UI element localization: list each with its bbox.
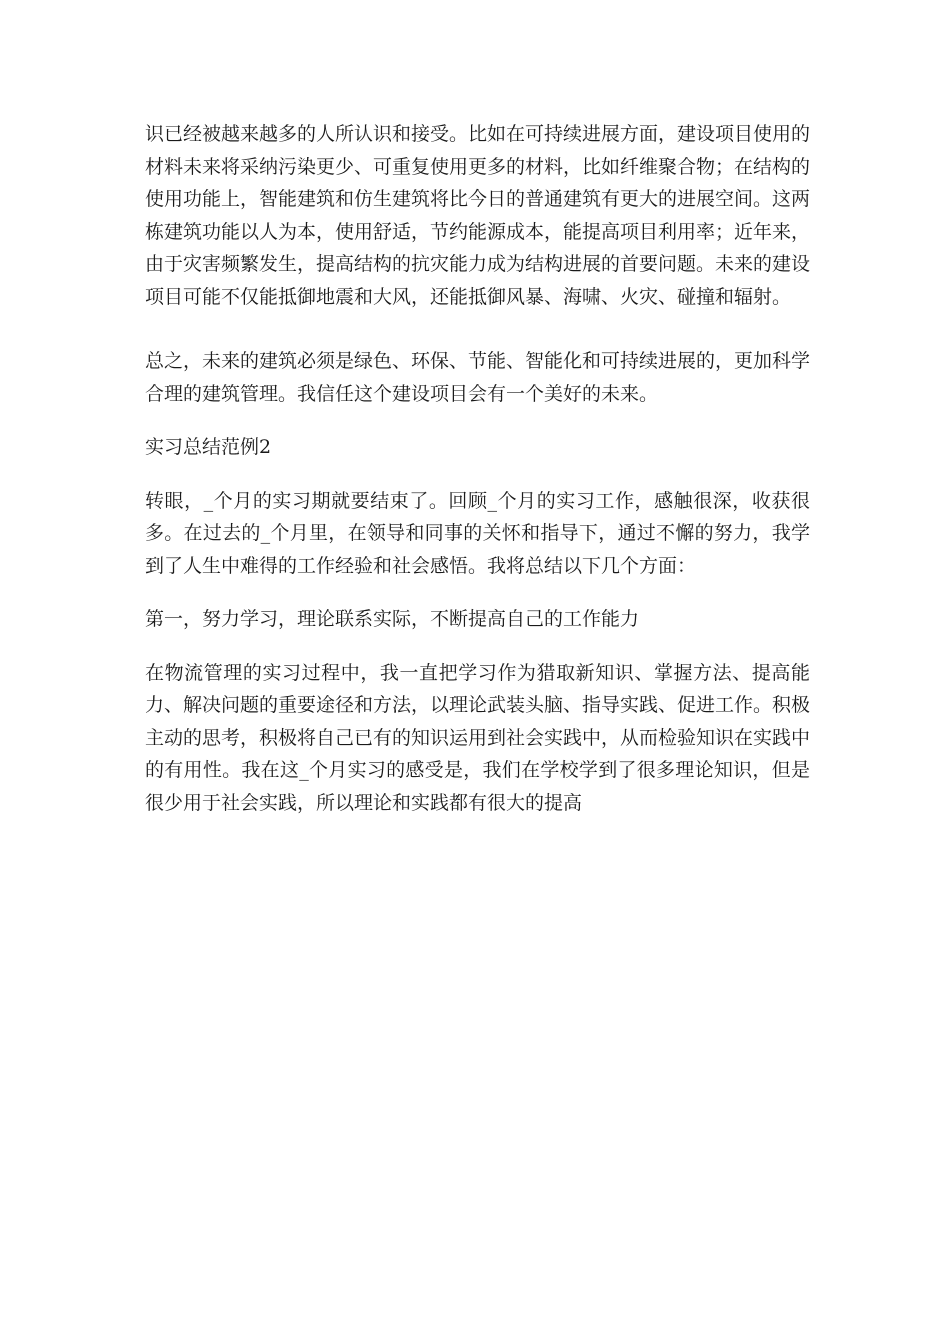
subheading-first-point: 第一，努力学习，理论联系实际，不断提高自己的工作能力 — [145, 608, 640, 630]
paragraph-conclusion: 总之，未来的建筑必须是绿色、环保、节能、智能化和可持续进展的，更加科学合理的建筑管理。我信任这个建设项目会有一个美好的未来。 — [145, 350, 811, 405]
document-body — [145, 118, 810, 819]
paragraph-intro-continuation: 识已经被越来越多的人所认识和接受。比如在可持续进展方面，建设项目使用的材料未来将采纳污染更少、可重复使用更多的材料，比如纤维聚合物；在结构的使用功能上，智能建筑和仿生建筑将比今日的普通建筑有更大的进展空间。这两栋建筑功能以人为本，使用舒适，节约能源成本，能提高项目利用率；近年来，由于灾害频繁发生，提高结构的抗灾能力成为结构进展的首要问题。未来的建设项目可能不仅能抵御地震和大风，还能抵御风暴、海啸、火灾、碰撞和辐射。 — [145, 123, 811, 308]
paragraph-learning: 在物流管理的实习过程中，我一直把学习作为猎取新知识、掌握方法、提高能力、解决问题的重要途径和方法，以理论武装头脑、指导实践、促进工作。积极主动的思考，积极将自己已有的知识运用到社会实践中，从而检验知识在实践中的有用性。我在这_个月实习的感受是，我们在学校学到了很多理论知识，但是很少用于社会实践，所以理论和实践都有很大的提高 — [145, 661, 811, 814]
section-heading: 实习总结范例2 — [145, 436, 272, 458]
paragraph-opening: 转眼，_个月的实习期就要结束了。回顾_个月的实习工作，感触很深，收获很多。在过去的_个月里，在领导和同事的关怀和指导下，通过不懈的努力，我学到了人生中难得的工作经验和社会感悟。我将总结以下几个方面： — [145, 489, 810, 577]
